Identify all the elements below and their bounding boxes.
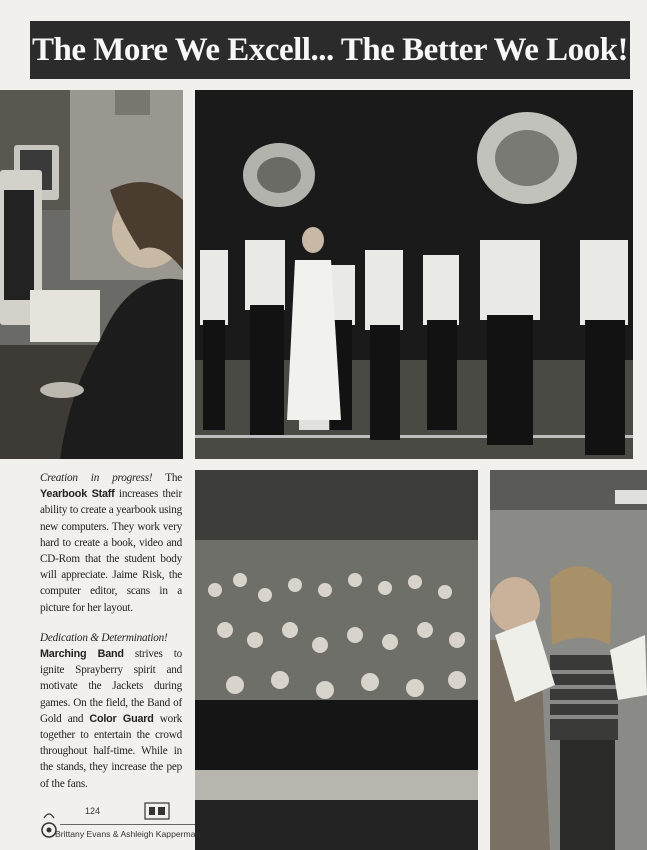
page-folio (40, 800, 201, 842)
caption-column (40, 470, 182, 806)
school-logo-icon (144, 802, 170, 820)
caption-yearbook: Creation in progress! The Yearbook Staff increases their ability to create a yearbook using new computers. They work very hard to create a book, video and CD-Rom that the student body will appreciate. Jaime Risk, the computer editor, scans in a picture for her layout. (40, 472, 183, 614)
folio-divider (60, 824, 195, 825)
marching-band-photo (195, 90, 633, 459)
page-title: The More We Excell... The Better We Look! (30, 21, 630, 79)
yearbook-staff-photo (0, 90, 183, 459)
staff-credits: Brittany Evans & Ashleigh Kapperman (55, 829, 201, 839)
page-number: 124 (85, 806, 101, 816)
color-guard-photo (490, 470, 647, 850)
band-stands-photo (195, 470, 478, 850)
caption-band: Dedication & Determination! Marching Band strives to ignite Sprayberry spirit and motivate the Jackets during games. On the field, the Band of Gold and Color Guard work together to entertain the crowd throughout half-time. While in the stands, they increase the pep of the fans. (40, 631, 182, 790)
